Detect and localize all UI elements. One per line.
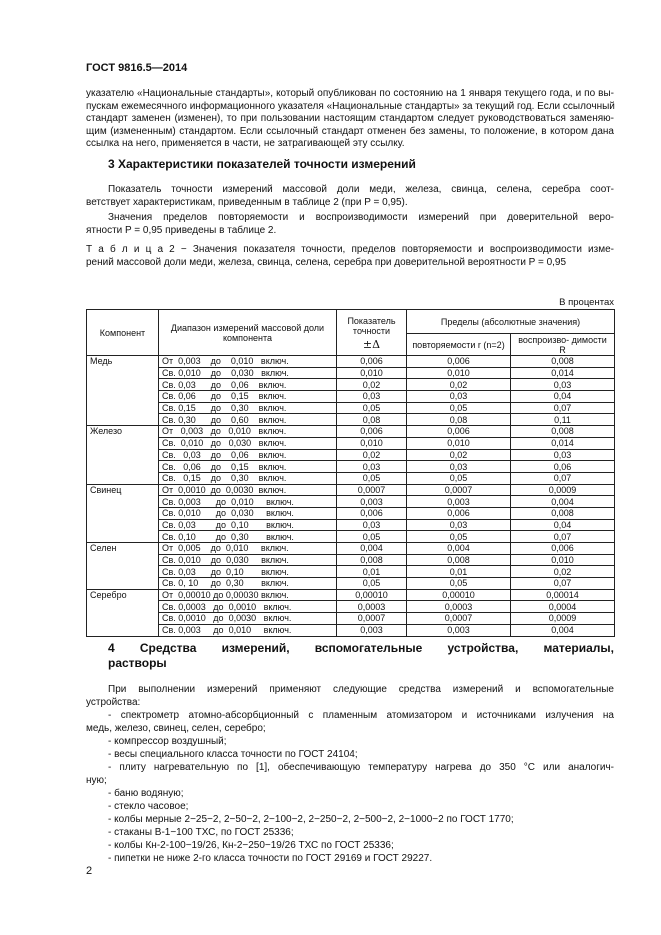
list-item: - стаканы В-1−100 ТХС, по ГОСТ 25336; [108,827,294,838]
reproducibility-cell: 0,004 [511,496,615,508]
table-row [87,578,615,590]
reproducibility-cell: 0,00014 [511,589,615,601]
table-row [87,461,615,473]
repeatability-cell: 0,006 [407,426,511,438]
reproducibility-cell: 0,04 [511,519,615,531]
repeatability-cell: 0,006 [407,507,511,519]
accuracy-cell: 0,004 [337,543,407,555]
accuracy-cell: 0,008 [337,554,407,566]
range-cell: От 0,0010 до 0,0030 включ. [159,484,337,496]
reproducibility-cell: 0,11 [511,414,615,426]
document-header: ГОСТ 9816.5—2014 [86,62,188,74]
range-cell: Св. 0,30 до 0,60 включ. [159,414,337,426]
repeatability-cell: 0,08 [407,414,511,426]
equipment-list [86,683,614,865]
component-cell: Селен [87,543,159,590]
reproducibility-cell: 0,07 [511,531,615,543]
repeatability-cell: 0,03 [407,461,511,473]
accuracy-cell: 0,03 [337,461,407,473]
range-cell: От 0,003 до 0,010 включ. [159,426,337,438]
accuracy-cell: 0,02 [337,449,407,461]
list-item: - плиту нагревательную по [1], обеспечивающую температуру нагрева до 350 °С или аналогич- [108,762,614,773]
repeatability-cell: 0,003 [407,496,511,508]
text-line: Значения пределов повторяемости и воспроизводимости измерений при доверительной веро- [108,212,614,223]
range-cell: Св. 0, 10 до 0,30 включ. [159,578,337,590]
repeatability-cell: 0,01 [407,566,511,578]
table-row [87,449,615,461]
range-cell: Св. 0,03 до 0,06 включ. [159,449,337,461]
accuracy-cell: 0,006 [337,507,407,519]
table-2 [86,309,615,637]
reproducibility-cell: 0,0009 [511,613,615,625]
accuracy-cell: 0,006 [337,356,407,368]
text-line: 4 Средства измерений, вспомогательные устройства, материалы, [108,641,614,655]
table-row [87,531,615,543]
delta-symbol: ±Δ [362,337,381,351]
repeatability-cell: 0,004 [407,543,511,555]
text-line: ятности P = 0,95 приведены в таблице 2. [86,224,277,236]
range-cell: Св. 0,15 до 0,30 включ. [159,402,337,414]
column-header-reproducibility: воспроизво- димости R [511,334,615,356]
component-cell: Медь [87,356,159,426]
list-item: устройства: [86,697,141,708]
table-row [87,613,615,625]
reproducibility-cell: 0,010 [511,554,615,566]
table-row [87,402,615,414]
range-cell: Св. 0,003 до 0,010 включ. [159,496,337,508]
text-line: Показатель точности измерений массовой доли меди, железа, свинца, селена, серебра соот- [108,184,614,195]
reproducibility-cell: 0,04 [511,391,615,403]
table-body [87,356,615,637]
repeatability-cell: 0,03 [407,391,511,403]
table-row [87,484,615,496]
accuracy-cell: 0,003 [337,624,407,636]
accuracy-cell: 0,05 [337,472,407,484]
accuracy-label: Показатель точности [347,315,396,336]
list-item: - весы специального класса точности по ГОСТ 24104; [108,749,358,760]
component-cell: Свинец [87,484,159,542]
section-4-heading [108,641,614,671]
list-item: медь, железо, свинец, селен, серебро; [86,723,266,734]
range-cell: Св. 0,010 до 0,030 включ. [159,437,337,449]
table-row [87,437,615,449]
list-item: - спектрометр атомно-абсорбционный с пламенным атомизатором и источниками излучения на [108,710,614,721]
range-cell: Св. 0,010 до 0,030 включ. [159,554,337,566]
accuracy-cell: 0,05 [337,402,407,414]
range-cell: Св. 0,06 до 0,15 включ. [159,461,337,473]
reproducibility-cell: 0,0009 [511,484,615,496]
accuracy-cell: 0,0007 [337,613,407,625]
accuracy-cell: 0,08 [337,414,407,426]
text-line: рений массовой доли меди, железа, свинца, селена, серебра при доверительной вероятности P = 0,95 [86,257,567,268]
table-row [87,589,615,601]
table-row [87,472,615,484]
list-item: - пипетки не ниже 2-го класса точности по ГОСТ 29169 и ГОСТ 29227. [108,853,433,864]
repeatability-cell: 0,05 [407,531,511,543]
repeatability-cell: 0,0003 [407,601,511,613]
column-header-repeatability: повторяемости r (n=2) [407,334,511,356]
column-header-accuracy [337,310,407,356]
accuracy-cell: 0,05 [337,531,407,543]
accuracy-cell: 0,05 [337,578,407,590]
component-cell: Серебро [87,589,159,636]
text-line: Т а б л и ц а 2 − Значения показателя точности, пределов повторяемости и воспроизводимости изме- [86,244,614,255]
reproducibility-cell: 0,07 [511,472,615,484]
reproducibility-cell: 0,008 [511,356,615,368]
repeatability-cell: 0,00010 [407,589,511,601]
range-cell: Св. 0,0010 до 0,0030 включ. [159,613,337,625]
accuracy-cell: 0,00010 [337,589,407,601]
range-cell: Св. 0,03 до 0,10 включ. [159,519,337,531]
repeatability-cell: 0,0007 [407,484,511,496]
table-row [87,507,615,519]
text-line: указателю «Национальные стандарты», который опубликован по состоянию на 1 января текущего года, и по вы- [86,88,614,99]
table-row [87,543,615,555]
section-3-heading: 3 Характеристики показателей точности измерений [108,157,416,171]
accuracy-cell: 0,0007 [337,484,407,496]
table-units: В процентах [559,297,614,308]
accuracy-cell: 0,010 [337,367,407,379]
table-row [87,367,615,379]
repeatability-cell: 0,05 [407,578,511,590]
text-line: пускам ежемесячного информационного указателя «Национальные стандарты» за текущий год. Если ссылочный [86,100,615,112]
list-item: - стекло часовое; [108,801,189,812]
repeatability-cell: 0,008 [407,554,511,566]
accuracy-cell: 0,010 [337,437,407,449]
reproducibility-cell: 0,006 [511,543,615,555]
range-cell: Св. 0,03 до 0,10 включ. [159,566,337,578]
table-2-caption [86,243,614,269]
reproducibility-cell: 0,03 [511,449,615,461]
range-cell: Св. 0,15 до 0,30 включ. [159,472,337,484]
table-row [87,379,615,391]
list-item: - компрессор воздушный; [108,736,227,747]
reproducibility-cell: 0,07 [511,402,615,414]
table-row [87,601,615,613]
text-line: ссылка на него, применяется в части, не затрагивающей эту ссылку. [86,138,405,149]
reproducibility-cell: 0,07 [511,578,615,590]
range-cell: Св. 0,010 до 0,030 включ. [159,367,337,379]
range-cell: Св. 0,003 до 0,010 включ. [159,624,337,636]
list-item: При выполнении измерений применяют следующие средства измерений и вспомогательные [108,684,614,695]
accuracy-cell: 0,02 [337,379,407,391]
table-row [87,554,615,566]
table-row [87,496,615,508]
page-number: 2 [86,865,93,877]
repeatability-cell: 0,03 [407,519,511,531]
table-row [87,391,615,403]
table-row [87,356,615,368]
repeatability-cell: 0,010 [407,437,511,449]
reproducibility-cell: 0,008 [511,426,615,438]
accuracy-cell: 0,0003 [337,601,407,613]
range-cell: От 0,00010 до 0,00030 включ. [159,589,337,601]
table-row [87,426,615,438]
reproducibility-cell: 0,06 [511,461,615,473]
intro-paragraph [86,88,614,151]
repeatability-cell: 0,010 [407,367,511,379]
range-cell: От 0,005 до 0,010 включ. [159,543,337,555]
reproducibility-cell: 0,03 [511,379,615,391]
repeatability-cell: 0,02 [407,449,511,461]
column-header-component: Компонент [87,310,159,356]
repeatability-cell: 0,05 [407,402,511,414]
accuracy-cell: 0,006 [337,426,407,438]
repeatability-cell: 0,003 [407,624,511,636]
reproducibility-cell: 0,014 [511,367,615,379]
accuracy-cell: 0,03 [337,519,407,531]
column-header-range: Диапазон измерений массовой доли компонента [159,310,337,356]
range-cell: Св. 0,10 до 0,30 включ. [159,531,337,543]
accuracy-cell: 0,003 [337,496,407,508]
range-cell: Св. 0,0003 до 0,0010 включ. [159,601,337,613]
reproducibility-cell: 0,008 [511,507,615,519]
repeatability-cell: 0,05 [407,472,511,484]
table-row [87,519,615,531]
list-item: - баню водяную; [108,788,184,799]
range-cell: Св. 0,06 до 0,15 включ. [159,391,337,403]
table-row [87,566,615,578]
reproducibility-cell: 0,02 [511,566,615,578]
text-line: щим (измененным) стандартом. Если ссылочный стандарт отменен без замены, то положение, в котором дана [86,125,614,137]
repeatability-cell: 0,0007 [407,613,511,625]
repeatability-cell: 0,02 [407,379,511,391]
range-cell: Св. 0,010 до 0,030 включ. [159,507,337,519]
component-cell: Железо [87,426,159,484]
reproducibility-cell: 0,014 [511,437,615,449]
section-3-paragraph-2 [86,212,614,237]
section-3-paragraph-1 [86,184,614,209]
range-cell: Св. 0,03 до 0,06 включ. [159,379,337,391]
text-line: ветствует характеристикам, приведенным в таблице 2 (при P = 0,95). [86,196,408,208]
accuracy-cell: 0,03 [337,391,407,403]
column-header-limits: Пределы (абсолютные значения) [407,310,615,334]
accuracy-cell: 0,01 [337,566,407,578]
repeatability-cell: 0,006 [407,356,511,368]
reproducibility-cell: 0,004 [511,624,615,636]
table-row [87,414,615,426]
list-item: - колбы Кн-2-100−19/26, Кн-2−250−19/26 ТХС по ГОСТ 25336; [108,840,394,851]
table-row [87,624,615,636]
list-item: - колбы мерные 2−25−2, 2−50−2, 2−100−2, 2−250−2, 2−500−2, 2−1000−2 по ГОСТ 1770; [108,814,514,825]
range-cell: От 0,003 до 0,010 включ. [159,356,337,368]
text-line: стандарт заменен (изменен), то при пользовании настоящим стандартом следует руководствоваться заменяю- [86,113,614,124]
list-item: ную; [86,775,107,786]
text-line: растворы [108,656,167,670]
reproducibility-cell: 0,0004 [511,601,615,613]
